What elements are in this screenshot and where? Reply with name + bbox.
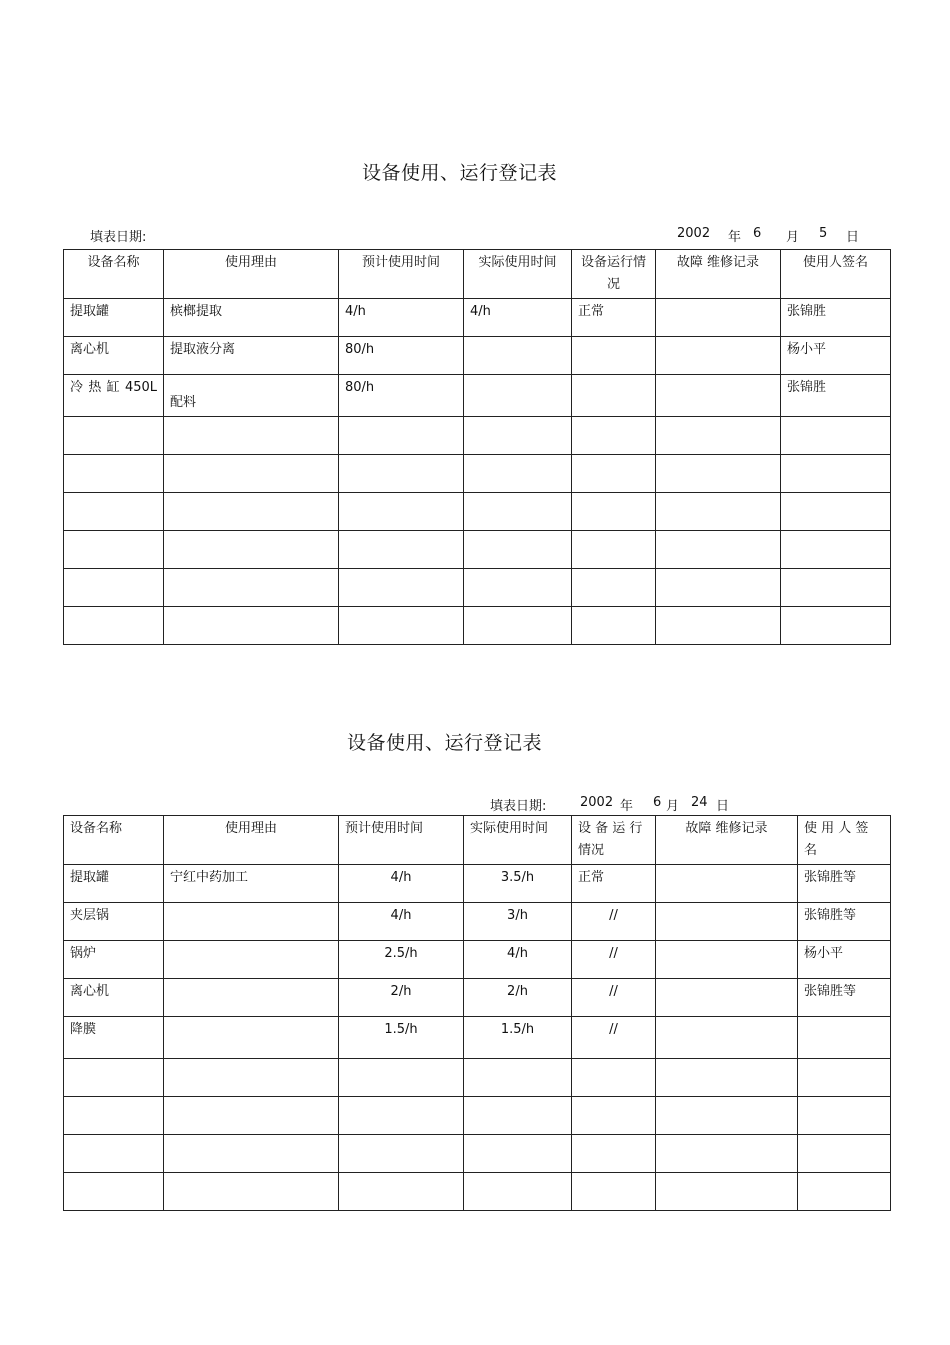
table-row-empty [64,1173,891,1211]
table-row [64,979,891,1017]
form2-day-label: 日 [716,799,730,814]
table-row-empty [64,493,891,531]
table-row [64,337,891,375]
cell-planned: 4/h [339,299,464,337]
table-row [64,941,891,979]
cell-status: 正常 [572,865,656,903]
cell-signer: 张锦胜等 [798,979,891,1017]
form1-date-day: 5 [819,226,828,241]
header-signer: 使 用 人 签 名 [798,816,891,865]
table-row-empty [64,1135,891,1173]
cell-planned: 2.5/h [339,941,464,979]
header-planned: 预计使用时间 [339,816,464,865]
cell-actual: 4/h [464,299,572,337]
cell-name: 夹层锅 [64,903,164,941]
header-status: 设 备 运 行情况 [572,816,656,865]
cell-signer: 张锦胜等 [798,903,891,941]
header-repair: 故障 维修记录 [656,250,781,299]
cell-actual: 1.5/h [464,1017,572,1059]
cell-name: 离心机 [64,979,164,1017]
cell-status: // [572,979,656,1017]
form1-date-year: 2002 [677,226,711,241]
cell-status [572,375,656,417]
cell-planned: 1.5/h [339,1017,464,1059]
cell-repair [656,299,781,337]
form2-date-month: 6 [653,795,662,810]
table-row-empty [64,1059,891,1097]
cell-repair [656,865,798,903]
cell-signer: 杨小平 [798,941,891,979]
cell-planned: 80/h [339,337,464,375]
cell-repair [656,375,781,417]
header-status: 设备运行情况 [572,250,656,299]
cell-repair [656,941,798,979]
table-row [64,865,891,903]
cell-reason [164,979,339,1017]
table-row-empty [64,1097,891,1135]
cell-signer: 张锦胜等 [798,865,891,903]
cell-actual: 4/h [464,941,572,979]
header-repair: 故障 维修记录 [656,816,798,865]
table-row [64,903,891,941]
cell-repair [656,337,781,375]
cell-status: // [572,941,656,979]
form1-table [63,249,891,645]
form2-month-label: 月 [666,799,680,814]
cell-actual: 3.5/h [464,865,572,903]
cell-name: 锅炉 [64,941,164,979]
table-row-empty [64,569,891,607]
cell-reason: 槟榔提取 [164,299,339,337]
cell-planned: 2/h [339,979,464,1017]
cell-status: 正常 [572,299,656,337]
table-header-row [64,816,891,865]
header-name: 设备名称 [64,816,164,865]
cell-name: 降膜 [64,1017,164,1059]
cell-status: // [572,1017,656,1059]
cell-reason [164,941,339,979]
cell-actual: 3/h [464,903,572,941]
header-name: 设备名称 [64,250,164,299]
cell-repair [656,903,798,941]
cell-name: 提取罐 [64,299,164,337]
table-row-empty [64,531,891,569]
table-header-row [64,250,891,299]
header-actual: 实际使用时间 [464,816,572,865]
cell-name: 提取罐 [64,865,164,903]
cell-name: 冷 热 缸 450L [64,375,164,417]
form2-date-year: 2002 [580,795,614,810]
cell-actual [464,337,572,375]
table-row [64,1017,891,1059]
header-planned: 预计使用时间 [339,250,464,299]
form1-month-label: 月 [786,230,800,245]
form2-date-label: 填表日期: [490,799,547,814]
cell-signer: 杨小平 [781,337,891,375]
header-reason: 使用理由 [164,816,339,865]
cell-signer: 张锦胜 [781,375,891,417]
cell-reason [164,1017,339,1059]
cell-actual: 2/h [464,979,572,1017]
table-row-empty [64,455,891,493]
form1-day-label: 日 [846,230,860,245]
cell-repair [656,979,798,1017]
cell-planned: 80/h [339,375,464,417]
cell-reason [164,903,339,941]
table-row-empty [64,417,891,455]
form1-title: 设备使用、运行登记表 [362,162,558,184]
form2-title: 设备使用、运行登记表 [347,732,543,754]
cell-planned: 4/h [339,865,464,903]
form2-year-label: 年 [620,799,634,814]
cell-reason: 配料 [164,375,339,417]
cell-signer: 张锦胜 [781,299,891,337]
cell-actual [464,375,572,417]
form1-date-month: 6 [753,226,762,241]
header-actual: 实际使用时间 [464,250,572,299]
form1-year-label: 年 [728,230,742,245]
header-signer: 使用人签名 [781,250,891,299]
cell-name: 离心机 [64,337,164,375]
cell-status: // [572,903,656,941]
cell-reason: 宁红中药加工 [164,865,339,903]
cell-signer [798,1017,891,1059]
table-row [64,299,891,337]
header-reason: 使用理由 [164,250,339,299]
cell-planned: 4/h [339,903,464,941]
form2-date-day: 24 [691,795,708,810]
cell-reason: 提取液分离 [164,337,339,375]
form2-table [63,815,891,1211]
cell-status [572,337,656,375]
table-row-empty [64,607,891,645]
form1-date-label: 填表日期: [90,230,147,245]
cell-repair [656,1017,798,1059]
table-row [64,375,891,417]
